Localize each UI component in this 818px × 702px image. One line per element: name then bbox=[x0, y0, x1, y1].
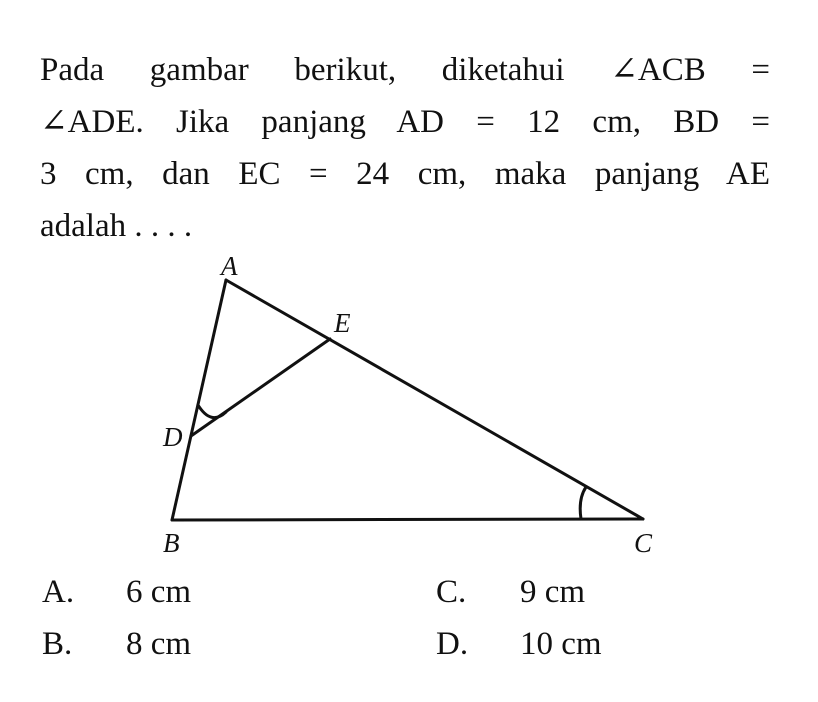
option-a-letter: A. bbox=[42, 574, 75, 610]
option-d-value: 10 cm bbox=[520, 626, 602, 662]
option-d-letter: D. bbox=[436, 626, 469, 662]
option-b[interactable] bbox=[42, 626, 191, 663]
vertex-label-b: B bbox=[163, 528, 180, 558]
vertex-label-d: D bbox=[163, 422, 183, 452]
option-a-value: 6 cm bbox=[126, 574, 192, 610]
option-c[interactable] bbox=[436, 574, 585, 611]
option-c-letter: C. bbox=[436, 574, 467, 610]
vertex-label-e: E bbox=[334, 308, 351, 338]
question-line-3: 3 cm, dan EC = 24 cm, maka panjang AE bbox=[40, 156, 770, 192]
option-c-value: 9 cm bbox=[520, 574, 586, 610]
option-b-letter: B. bbox=[42, 626, 73, 662]
vertex-label-a: A bbox=[221, 251, 238, 281]
question-line-4: adalah . . . . bbox=[40, 208, 193, 244]
vertex-label-c: C bbox=[634, 528, 653, 558]
option-b-value: 8 cm bbox=[126, 626, 192, 662]
option-d[interactable] bbox=[436, 626, 602, 663]
question-line-2: ∠ADE. Jika panjang AD = 12 cm, BD = bbox=[40, 104, 770, 140]
question-line-1: Pada gambar berikut, diketahui ∠ACB = bbox=[40, 52, 770, 88]
option-a[interactable] bbox=[42, 574, 191, 611]
